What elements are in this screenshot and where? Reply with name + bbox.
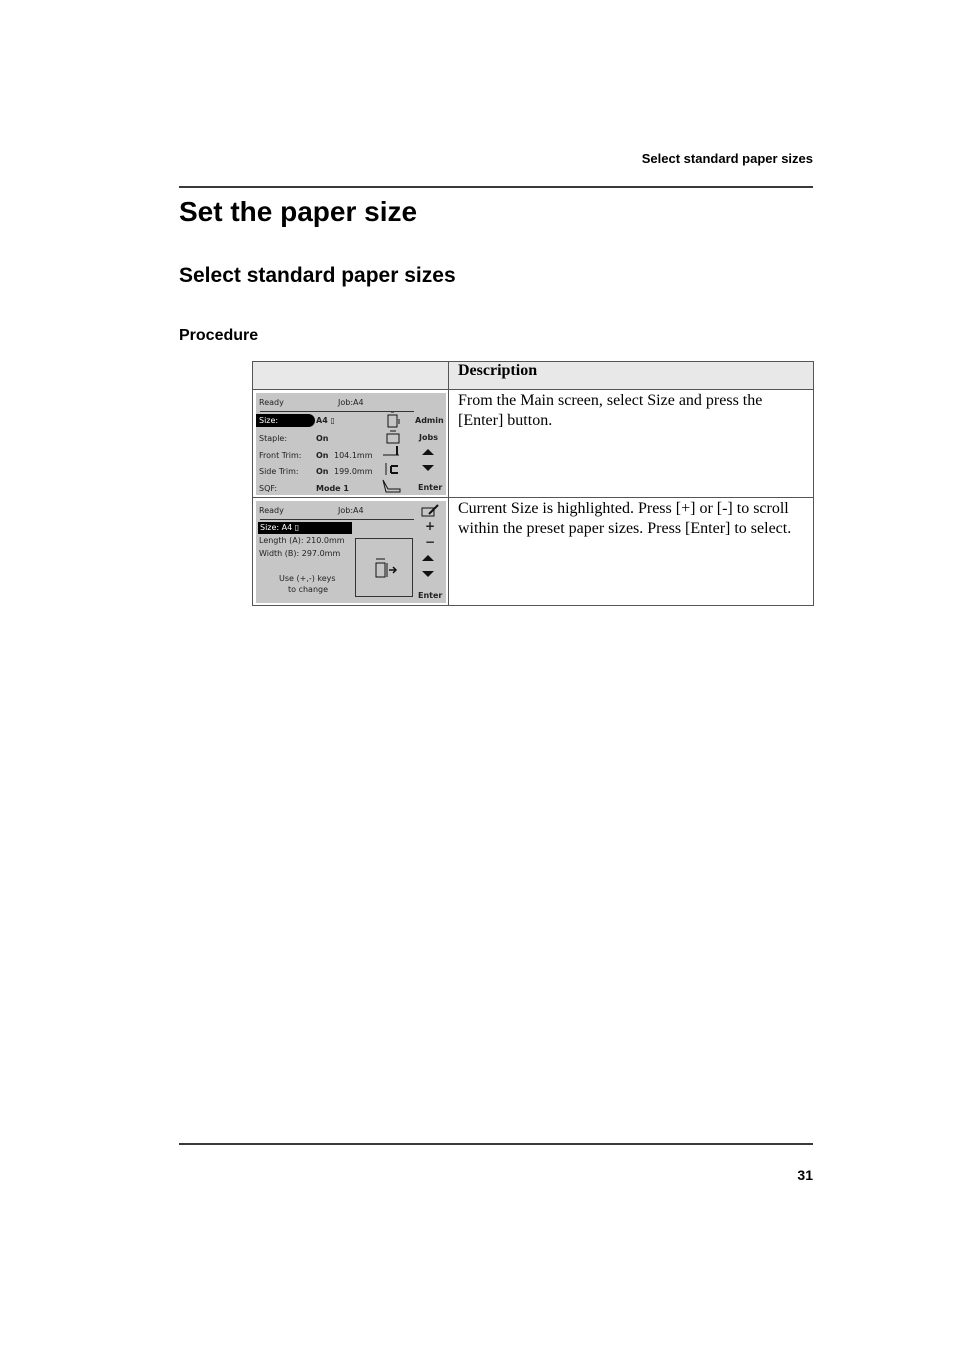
lcd-side-trim-extra: 199.0mm [334, 467, 373, 476]
size-screen-lcd [256, 501, 446, 603]
lcd-divider [260, 519, 414, 520]
lcd-size-highlight[interactable]: Size: A4 ▯ [258, 522, 352, 534]
table-row [253, 390, 814, 498]
front-trim-icon [380, 445, 402, 461]
screen-cell [253, 498, 449, 606]
paper-orientation-icon [356, 539, 412, 596]
hint-line-1: Use (+,-) keys [279, 574, 336, 583]
image-column-header [253, 362, 449, 390]
side-trim-icon [382, 461, 402, 477]
scroll-up-icon[interactable] [422, 449, 434, 455]
edit-icon [421, 504, 441, 518]
hint-line-2: to change [288, 585, 329, 594]
lcd-length: Length (A): 210.0mm [259, 536, 345, 545]
procedure-table [252, 361, 814, 606]
bottom-rule [179, 1143, 813, 1145]
plus-button[interactable]: + [425, 519, 436, 533]
description-column-header: Description [449, 362, 814, 390]
lcd-front-trim-extra: 104.1mm [334, 451, 373, 460]
staple-icon [384, 429, 404, 445]
running-head: Select standard paper sizes [641, 151, 813, 166]
section-title: Select standard paper sizes [179, 264, 456, 287]
jobs-button[interactable]: Jobs [419, 433, 438, 442]
lcd-status: Ready [259, 506, 284, 515]
enter-button[interactable]: Enter [418, 483, 443, 492]
lcd-size-label[interactable]: Size: [256, 414, 315, 427]
page-number: 31 [797, 1167, 813, 1183]
lcd-side-trim-value: On [316, 467, 329, 476]
scroll-up-icon[interactable] [422, 555, 434, 561]
lcd-job: Job:A4 [338, 506, 364, 515]
lcd-status: Ready [259, 398, 284, 407]
minus-button[interactable]: − [425, 535, 436, 549]
table-row [253, 498, 814, 606]
page-title: Set the paper size [179, 196, 418, 227]
admin-button[interactable]: Admin [415, 416, 444, 425]
size-icon [384, 412, 404, 430]
enter-button[interactable]: Enter [418, 591, 443, 600]
lcd-staple-label: Staple: [259, 434, 288, 443]
procedure-heading: Procedure [179, 327, 259, 344]
main-screen-lcd [256, 393, 446, 495]
lcd-sqf-label: SQF: [259, 484, 278, 493]
lcd-side-trim-label: Side Trim: [259, 467, 299, 476]
paper-diagram [355, 538, 413, 597]
lcd-width: Width (B): 297.0mm [259, 549, 341, 558]
lcd-front-trim-value: On [316, 451, 329, 460]
top-rule [179, 186, 813, 188]
step-description: From the Main screen, select Size and press the [Enter] button. [449, 390, 814, 498]
sqf-icon [380, 477, 404, 493]
lcd-staple-value: On [316, 434, 329, 443]
step-description: Current Size is highlighted. Press [+] or [-] to scroll within the preset paper sizes. Press [Enter] to select. [449, 498, 814, 606]
lcd-front-trim-label: Front Trim: [259, 451, 302, 460]
screen-cell [253, 390, 449, 498]
scroll-down-icon[interactable] [422, 465, 434, 471]
lcd-size-value: A4 ▯ [316, 416, 335, 425]
scroll-down-icon[interactable] [422, 571, 434, 577]
lcd-sqf-value: Mode 1 [316, 484, 349, 493]
lcd-job: Job:A4 [338, 398, 364, 407]
